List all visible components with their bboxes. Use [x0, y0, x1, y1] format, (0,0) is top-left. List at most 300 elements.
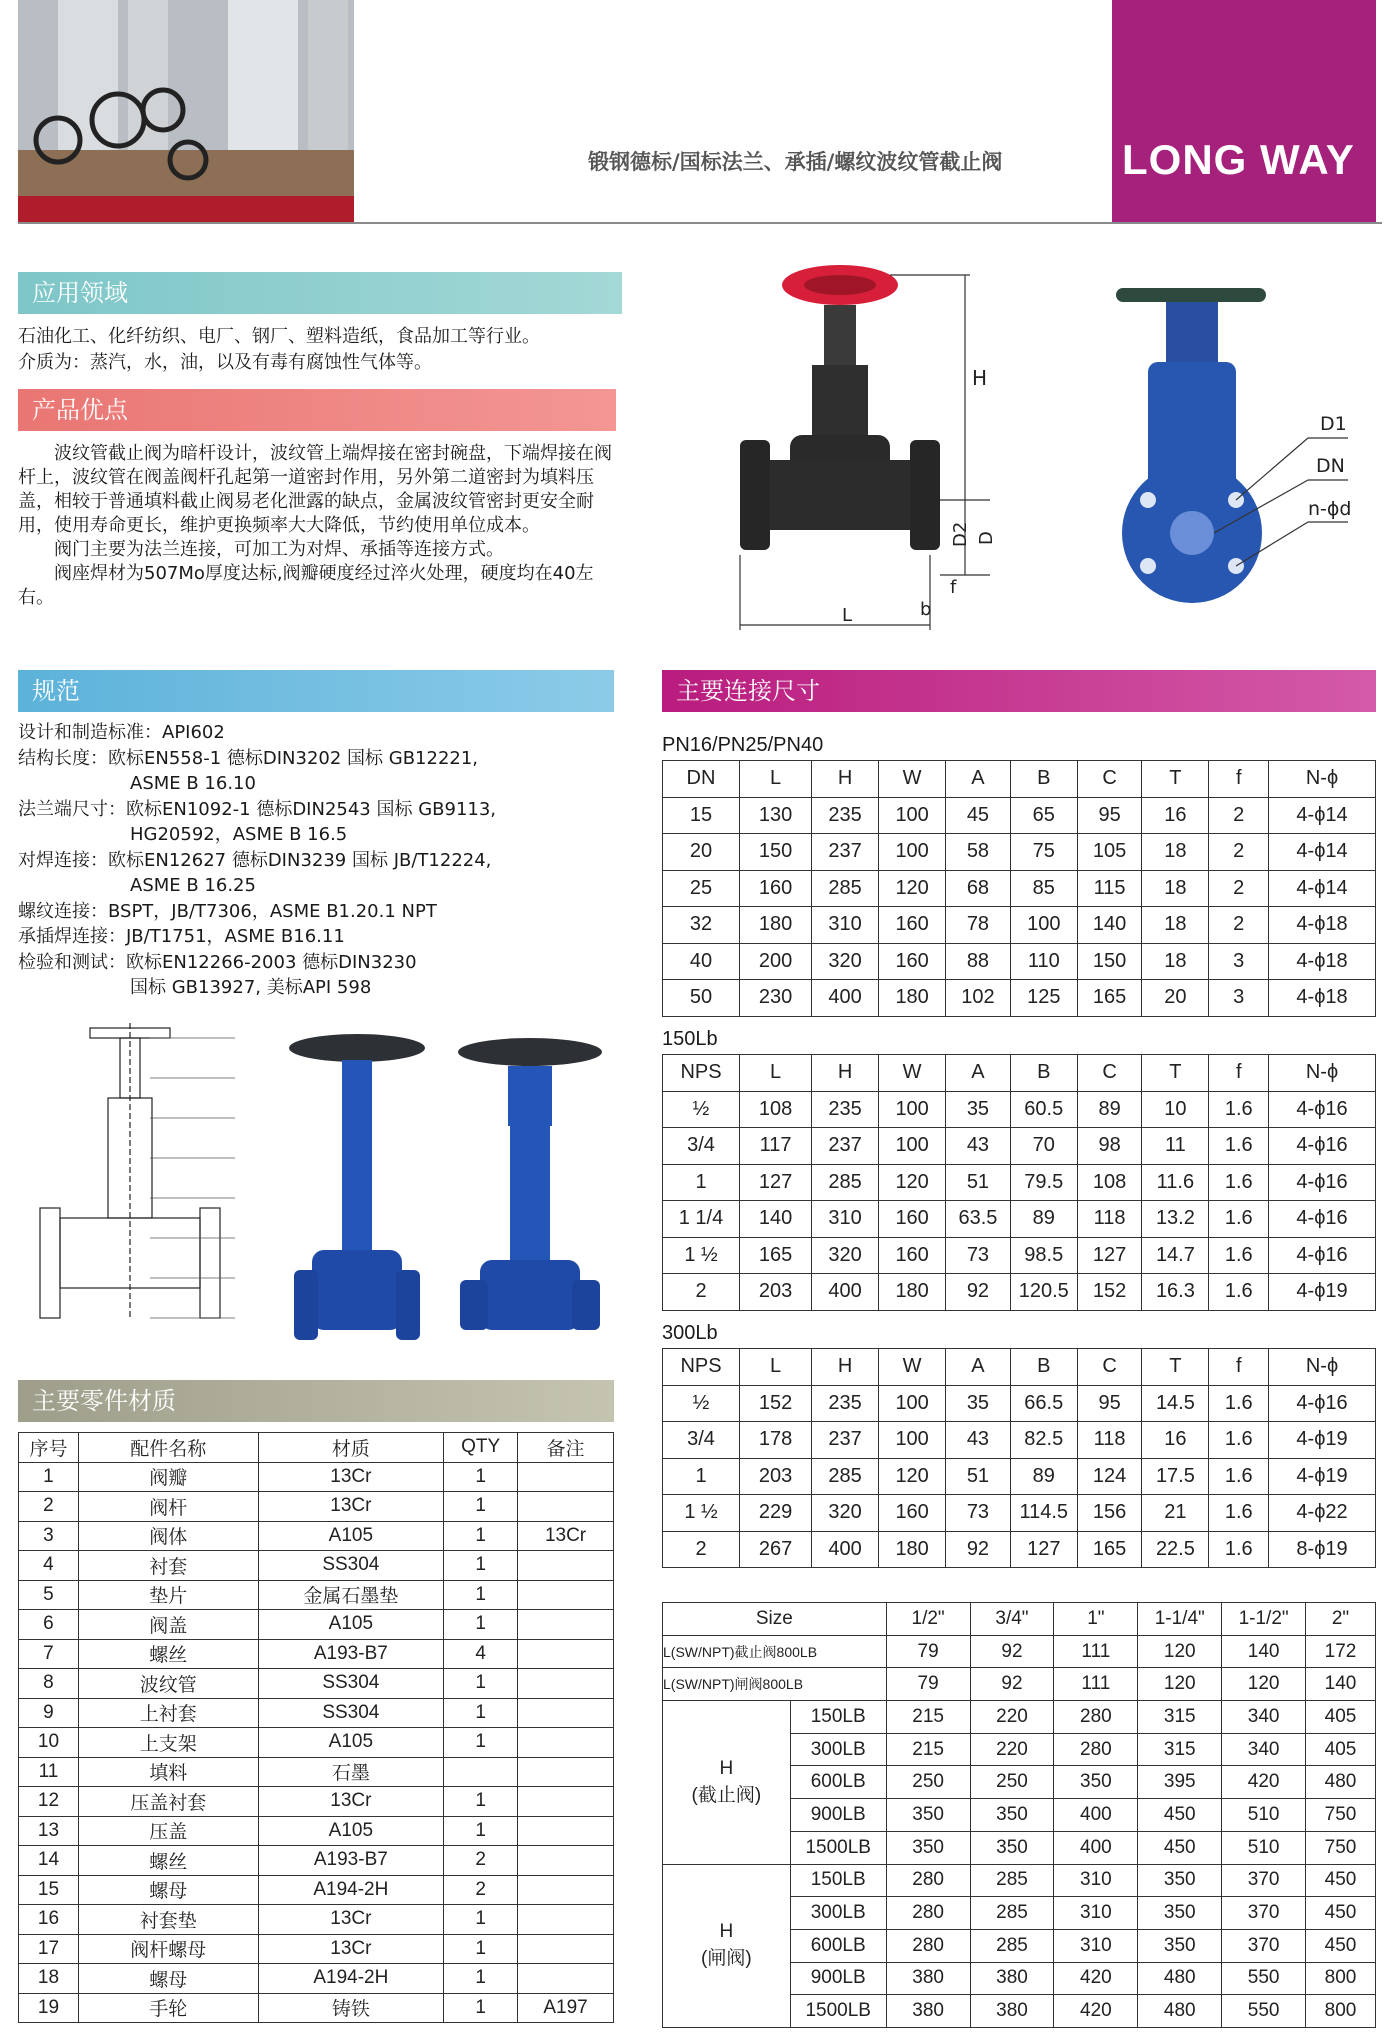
dim-label-d: D	[976, 531, 997, 545]
table-cell: 310	[1054, 1897, 1138, 1930]
table-cell: 9	[19, 1698, 79, 1728]
table-cell: 380	[886, 1962, 970, 1995]
table-cell: 98	[1077, 1128, 1142, 1165]
table-cell: 阀杆	[78, 1492, 258, 1522]
table-cell: 1.6	[1209, 1164, 1269, 1201]
row-label: L(SW/NPT)闸阀800LB	[663, 1668, 887, 1701]
materials-table	[18, 1432, 614, 2023]
dim-label-l: L	[842, 605, 853, 626]
table-cell: 165	[740, 1237, 812, 1274]
table-cell: 4-ϕ16	[1269, 1201, 1376, 1238]
table-cell: 350	[1054, 1766, 1138, 1799]
table-cell: A193-B7	[258, 1846, 444, 1876]
table-cell	[518, 1639, 614, 1669]
table-cell: 800	[1306, 1962, 1376, 1995]
table-cell: 79	[886, 1668, 970, 1701]
table-cell: 160	[879, 907, 946, 944]
table-cell: 160	[879, 1201, 946, 1238]
table-cell: 140	[740, 1201, 812, 1238]
table-cell: 82.5	[1010, 1422, 1077, 1459]
table-cell: 310	[1054, 1864, 1138, 1897]
application-line: 介质为：蒸汽，水，油，以及有毒有腐蚀性气体等。	[18, 352, 432, 373]
table-cell: 95	[1077, 1385, 1142, 1422]
pressure-class: 600LB	[790, 1766, 886, 1799]
table-cell: 100	[1010, 907, 1077, 944]
dim-col-header: B	[1010, 1349, 1077, 1386]
table-cell: 100	[879, 834, 946, 871]
table-cell: 16	[19, 1905, 79, 1935]
spec-line: 检验和测试：欧标EN12266-2003 德标DIN3230	[18, 951, 417, 973]
table-cell: 4-ϕ19	[1269, 1422, 1376, 1459]
table-cell: 1	[444, 1492, 518, 1522]
table-cell: 1	[444, 1728, 518, 1758]
table-row	[663, 1128, 1376, 1165]
table-cell: 45	[946, 797, 1011, 834]
table-cell: 43	[946, 1128, 1011, 1165]
table-cell: 320	[812, 1495, 879, 1532]
lb150-table-label: 150Lb	[662, 1028, 718, 1050]
table-cell: A197	[518, 1993, 614, 2023]
brand-name: LONG WAY	[1122, 136, 1355, 183]
table-cell: 450	[1138, 1799, 1222, 1832]
table-cell: 315	[1138, 1701, 1222, 1734]
blue-valve-flanged-photo	[282, 1030, 432, 1350]
table-cell: 118	[1077, 1201, 1142, 1238]
table-cell: 350	[1138, 1929, 1222, 1962]
table-cell: SS304	[258, 1669, 444, 1699]
table-cell: A194-2H	[258, 1964, 444, 1994]
table-cell: 285	[812, 870, 879, 907]
table-cell: 51	[946, 1458, 1011, 1495]
table-cell: 1 ½	[663, 1237, 740, 1274]
handwheel-icon	[782, 265, 898, 305]
table-cell: 63.5	[946, 1201, 1011, 1238]
table-cell: 160	[879, 1237, 946, 1274]
table-cell: 420	[1222, 1766, 1306, 1799]
table-cell: 13.2	[1142, 1201, 1209, 1238]
dim-col-header: C	[1077, 1349, 1142, 1386]
table-cell: 60.5	[1010, 1091, 1077, 1128]
dim-col-header: A	[946, 761, 1011, 798]
table-cell: 550	[1222, 1962, 1306, 1995]
table-cell: 1 1/4	[663, 1201, 740, 1238]
table-cell: 1.6	[1209, 1128, 1269, 1165]
dim-label-d1: D1	[1320, 413, 1347, 435]
table-cell: 111	[1054, 1635, 1138, 1668]
table-row	[663, 1385, 1376, 1422]
table-cell: 235	[812, 1385, 879, 1422]
table-cell: 285	[812, 1164, 879, 1201]
dim-col-header: NPS	[663, 1055, 740, 1092]
table-cell: 450	[1306, 1864, 1376, 1897]
table-cell: 1.6	[1209, 1531, 1269, 1568]
dim-col-header: W	[879, 1349, 946, 1386]
application-line: 石油化工、化纤纺织、电厂、钢厂、塑料造纸，食品加工等行业。	[18, 326, 540, 347]
table-cell: 140	[1077, 907, 1142, 944]
spec-line: 承插焊连接：JB/T1751，ASME B16.11	[18, 926, 345, 947]
table-cell: 480	[1306, 1766, 1376, 1799]
table-cell: 235	[812, 1091, 879, 1128]
dim-col-header: N-ϕ	[1269, 1349, 1376, 1386]
table-cell	[518, 1551, 614, 1581]
table-cell: 14	[19, 1846, 79, 1876]
table-cell: 156	[1077, 1495, 1142, 1532]
table-cell: 1	[444, 1964, 518, 1994]
table-cell: 1.6	[1209, 1274, 1269, 1311]
table-cell: 250	[970, 1766, 1054, 1799]
dim-col-header: W	[879, 761, 946, 798]
table-cell: 117	[740, 1128, 812, 1165]
table-row	[663, 1864, 1376, 1897]
lb150-dimension-table	[662, 1054, 1376, 1311]
table-cell: 450	[1306, 1929, 1376, 1962]
table-cell: 130	[740, 797, 812, 834]
table-cell: 320	[812, 943, 879, 980]
table-cell	[518, 1669, 614, 1699]
table-cell: 螺母	[78, 1964, 258, 1994]
dim-col-header: B	[1010, 761, 1077, 798]
table-cell: 160	[879, 1495, 946, 1532]
table-row	[663, 907, 1376, 944]
table-cell: 203	[740, 1274, 812, 1311]
table-row	[19, 1816, 614, 1846]
table-cell	[518, 1934, 614, 1964]
pressure-class: 1500LB	[790, 1995, 886, 2028]
table-cell: 95	[1077, 797, 1142, 834]
table-cell: 340	[1222, 1701, 1306, 1734]
table-cell	[518, 1698, 614, 1728]
table-cell: 14.7	[1142, 1237, 1209, 1274]
dim-col-header: T	[1142, 1349, 1209, 1386]
table-cell: 320	[812, 1237, 879, 1274]
table-cell: 215	[886, 1701, 970, 1734]
blue-valve-socket-photo	[440, 1030, 620, 1350]
pressure-class: 300LB	[790, 1897, 886, 1930]
factory-photo	[18, 0, 354, 222]
table-cell: 420	[1054, 1995, 1138, 2028]
table-row	[19, 1551, 614, 1581]
pn-dimension-table	[662, 760, 1376, 1017]
table-row	[663, 797, 1376, 834]
table-cell: 310	[812, 1201, 879, 1238]
table-cell: 120.5	[1010, 1274, 1077, 1311]
table-cell: 20	[1142, 980, 1209, 1017]
table-cell: 19	[19, 1993, 79, 2023]
table-cell: 1	[444, 1462, 518, 1492]
table-cell: 1	[444, 1669, 518, 1699]
table-cell: SS304	[258, 1698, 444, 1728]
table-cell: 4-ϕ14	[1269, 797, 1376, 834]
table-cell: 1.6	[1209, 1458, 1269, 1495]
table-cell: 衬套垫	[78, 1905, 258, 1935]
table-cell	[518, 1757, 614, 1787]
table-cell: 70	[1010, 1128, 1077, 1165]
pressure-class: 150LB	[790, 1701, 886, 1734]
product-title: 锻钢德标/国标法兰、承插/螺纹波纹管截止阀	[588, 150, 1003, 174]
table-row	[19, 1521, 614, 1551]
table-cell: 上支架	[78, 1728, 258, 1758]
table-cell: 波纹管	[78, 1669, 258, 1699]
table-cell: 4	[444, 1639, 518, 1669]
table-cell: 1.6	[1209, 1385, 1269, 1422]
table-cell: 13Cr	[258, 1934, 444, 1964]
dim-col-header: H	[812, 1055, 879, 1092]
table-row	[663, 1458, 1376, 1495]
table-cell: 203	[740, 1458, 812, 1495]
table-cell: 3	[1209, 943, 1269, 980]
table-cell: 衬套	[78, 1551, 258, 1581]
materials-col-header: QTY	[444, 1433, 518, 1463]
table-cell: 螺母	[78, 1875, 258, 1905]
table-cell	[518, 1816, 614, 1846]
spec-line: 螺纹连接：BSPT，JB/T7306，ASME B1.20.1 NPT	[18, 900, 437, 922]
table-cell	[518, 1610, 614, 1640]
table-cell: 16	[1142, 1422, 1209, 1459]
table-row	[19, 1875, 614, 1905]
table-cell: 230	[740, 980, 812, 1017]
table-cell: 20	[663, 834, 740, 871]
table-row	[19, 1964, 614, 1994]
table-row	[663, 1201, 1376, 1238]
table-cell: 2	[444, 1846, 518, 1876]
table-row	[19, 1757, 614, 1787]
spec-line: ASME B 16.25	[130, 875, 256, 896]
spec-line: HG20592，ASME B 16.5	[130, 824, 348, 845]
dim-col-header: B	[1010, 1055, 1077, 1092]
table-cell: 88	[946, 943, 1011, 980]
table-cell: 405	[1306, 1733, 1376, 1766]
table-cell: 73	[946, 1495, 1011, 1532]
table-cell: 550	[1222, 1995, 1306, 2028]
valve-flange-drawing	[1108, 270, 1378, 640]
table-cell: 2	[1209, 797, 1269, 834]
table-cell	[518, 1728, 614, 1758]
table-cell: 267	[740, 1531, 812, 1568]
table-cell: 160	[740, 870, 812, 907]
table-cell: 4-ϕ18	[1269, 943, 1376, 980]
table-cell: 102	[946, 980, 1011, 1017]
table-cell: A105	[258, 1816, 444, 1846]
table-header-row	[663, 1055, 1376, 1092]
table-cell: 350	[886, 1831, 970, 1864]
table-cell: 250	[886, 1766, 970, 1799]
table-cell: 3/4	[663, 1422, 740, 1459]
table-cell: 92	[970, 1668, 1054, 1701]
table-cell: 2	[1209, 834, 1269, 871]
table-cell: 152	[1077, 1274, 1142, 1311]
table-cell: 4-ϕ18	[1269, 980, 1376, 1017]
table-cell: 510	[1222, 1831, 1306, 1864]
table-row	[663, 943, 1376, 980]
table-cell: 11.6	[1142, 1164, 1209, 1201]
spec-line: 结构长度：欧标EN558-1 德标DIN3202 国标 GB12221,	[18, 747, 479, 769]
table-cell: 105	[1077, 834, 1142, 871]
table-cell: 18	[1142, 907, 1209, 944]
pressure-class: 150LB	[790, 1864, 886, 1897]
dim-col-header: H	[812, 1349, 879, 1386]
table-cell: 填料	[78, 1757, 258, 1787]
table-header-row	[663, 1349, 1376, 1386]
table-cell	[518, 1875, 614, 1905]
lb300-dimension-table	[662, 1348, 1376, 1568]
table-cell: 350	[970, 1799, 1054, 1832]
table-cell: 50	[663, 980, 740, 1017]
table-cell: 58	[946, 834, 1011, 871]
table-row	[663, 834, 1376, 871]
table-row	[19, 1669, 614, 1699]
table-cell: 124	[1077, 1458, 1142, 1495]
section-advantages-heading: 产品优点	[18, 389, 616, 431]
table-cell: 100	[879, 1091, 946, 1128]
dim-label-b: b	[920, 599, 932, 620]
size-table	[662, 1602, 1376, 2028]
table-cell: 5	[19, 1580, 79, 1610]
table-cell: 280	[1054, 1701, 1138, 1734]
dim-col-header: W	[879, 1055, 946, 1092]
table-cell: 35	[946, 1385, 1011, 1422]
dim-label-f: f	[950, 577, 957, 598]
dim-col-header: A	[946, 1055, 1011, 1092]
size-col-header: 1-1/4"	[1138, 1603, 1222, 1636]
table-cell: 78	[946, 907, 1011, 944]
table-cell: 1	[444, 1580, 518, 1610]
table-cell: 380	[970, 1962, 1054, 1995]
table-cell: 13Cr	[258, 1787, 444, 1817]
table-cell: 125	[1010, 980, 1077, 1017]
table-cell: 1.6	[1209, 1091, 1269, 1128]
table-cell: 100	[879, 1385, 946, 1422]
dim-label-dn: DN	[1316, 455, 1345, 477]
table-row	[19, 1846, 614, 1876]
table-cell: 140	[1222, 1635, 1306, 1668]
size-col-header: 3/4"	[970, 1603, 1054, 1636]
table-cell: 1	[444, 1993, 518, 2023]
section-materials-heading: 主要零件材质	[18, 1380, 614, 1422]
dim-col-header: N-ϕ	[1269, 761, 1376, 798]
table-cell: A194-2H	[258, 1875, 444, 1905]
table-cell: 阀杆螺母	[78, 1934, 258, 1964]
table-row	[663, 870, 1376, 907]
spec-line: 设计和制造标准：API602	[18, 722, 225, 743]
table-cell: 120	[879, 870, 946, 907]
application-text	[18, 324, 628, 376]
table-cell: 10	[19, 1728, 79, 1758]
table-cell: 310	[812, 907, 879, 944]
table-cell: 14.5	[1142, 1385, 1209, 1422]
table-cell: 178	[740, 1422, 812, 1459]
table-cell: 3/4	[663, 1128, 740, 1165]
table-cell: 180	[740, 907, 812, 944]
table-cell: 160	[879, 943, 946, 980]
table-cell: 4-ϕ16	[1269, 1128, 1376, 1165]
table-cell: 8-ϕ19	[1269, 1531, 1376, 1568]
table-cell: 32	[663, 907, 740, 944]
table-cell: 152	[740, 1385, 812, 1422]
table-cell: 1.6	[1209, 1495, 1269, 1532]
table-cell: 172	[1306, 1635, 1376, 1668]
table-cell: A105	[258, 1610, 444, 1640]
table-cell: 150	[740, 834, 812, 871]
table-cell: 92	[970, 1635, 1054, 1668]
table-row	[19, 1698, 614, 1728]
table-cell: 480	[1138, 1995, 1222, 2028]
table-cell	[444, 1757, 518, 1787]
table-cell: 垫片	[78, 1580, 258, 1610]
table-cell: 100	[879, 1422, 946, 1459]
table-row	[19, 1462, 614, 1492]
table-cell: 115	[1077, 870, 1142, 907]
table-cell: 400	[812, 980, 879, 1017]
table-cell: A105	[258, 1521, 444, 1551]
table-row	[663, 1701, 1376, 1734]
table-cell: 18	[1142, 834, 1209, 871]
table-cell: 108	[1077, 1164, 1142, 1201]
table-cell: 4	[19, 1551, 79, 1581]
group-label	[663, 1701, 791, 1864]
table-cell: 阀瓣	[78, 1462, 258, 1492]
table-cell: 4-ϕ14	[1269, 870, 1376, 907]
advantage-paragraph: 波纹管截止阀为暗杆设计，波纹管上端焊接在密封碗盘，下端焊接在阀杆上，波纹管在阀盖阀杆孔起第一道密封作用，另外第二道密封为填料压盖，相较于普通填料截止阀易老化泄露的缺点，金属波纹管密封更安全耐用，使用寿命更长，维护更换频率大大降低，节约使用单位成本。	[18, 443, 612, 536]
table-cell: 15	[663, 797, 740, 834]
dim-col-header: NPS	[663, 1349, 740, 1386]
row-label: L(SW/NPT)截止阀800LB	[663, 1635, 887, 1668]
spec-line: 国标 GB13927, 美标API 598	[130, 977, 372, 998]
table-cell: 285	[970, 1897, 1054, 1930]
table-cell: 92	[946, 1531, 1011, 1568]
table-cell: 750	[1306, 1831, 1376, 1864]
table-cell: 280	[886, 1929, 970, 1962]
table-cell: 18	[1142, 943, 1209, 980]
table-cell	[518, 1846, 614, 1876]
table-row	[19, 1934, 614, 1964]
table-cell: 165	[1077, 980, 1142, 1017]
table-cell: 310	[1054, 1929, 1138, 1962]
dim-col-header: L	[740, 1055, 812, 1092]
table-cell	[518, 1492, 614, 1522]
table-cell: 510	[1222, 1799, 1306, 1832]
table-cell: 1 ½	[663, 1495, 740, 1532]
table-cell: 1	[19, 1462, 79, 1492]
table-cell: 100	[879, 1128, 946, 1165]
table-cell: 237	[812, 1422, 879, 1459]
table-cell: 370	[1222, 1897, 1306, 1930]
table-cell: 13Cr	[258, 1492, 444, 1522]
table-cell: 370	[1222, 1929, 1306, 1962]
table-cell: 4-ϕ16	[1269, 1164, 1376, 1201]
table-cell: 350	[1138, 1897, 1222, 1930]
table-cell: 215	[886, 1733, 970, 1766]
table-row	[663, 980, 1376, 1017]
advantage-paragraph: 阀座焊材为507Mo厚度达标,阀瓣硬度经过淬火处理，硬度均在40左右。	[18, 563, 594, 608]
lb300-table-label: 300Lb	[662, 1322, 718, 1344]
materials-col-header: 材质	[258, 1433, 444, 1463]
size-col-header: 1-1/2"	[1222, 1603, 1306, 1636]
table-cell: 11	[1142, 1128, 1209, 1165]
valve-section-drawing	[20, 1018, 260, 1343]
table-cell: 43	[946, 1422, 1011, 1459]
dim-label-d2: D2	[950, 521, 971, 547]
table-cell: 285	[812, 1458, 879, 1495]
table-cell: A193-B7	[258, 1639, 444, 1669]
table-row	[19, 1610, 614, 1640]
table-cell: 750	[1306, 1799, 1376, 1832]
table-row	[663, 1495, 1376, 1532]
table-cell: 1	[444, 1787, 518, 1817]
table-cell: 阀体	[78, 1521, 258, 1551]
table-cell: 285	[970, 1864, 1054, 1897]
table-cell: 2	[19, 1492, 79, 1522]
group-label	[663, 1864, 791, 2027]
